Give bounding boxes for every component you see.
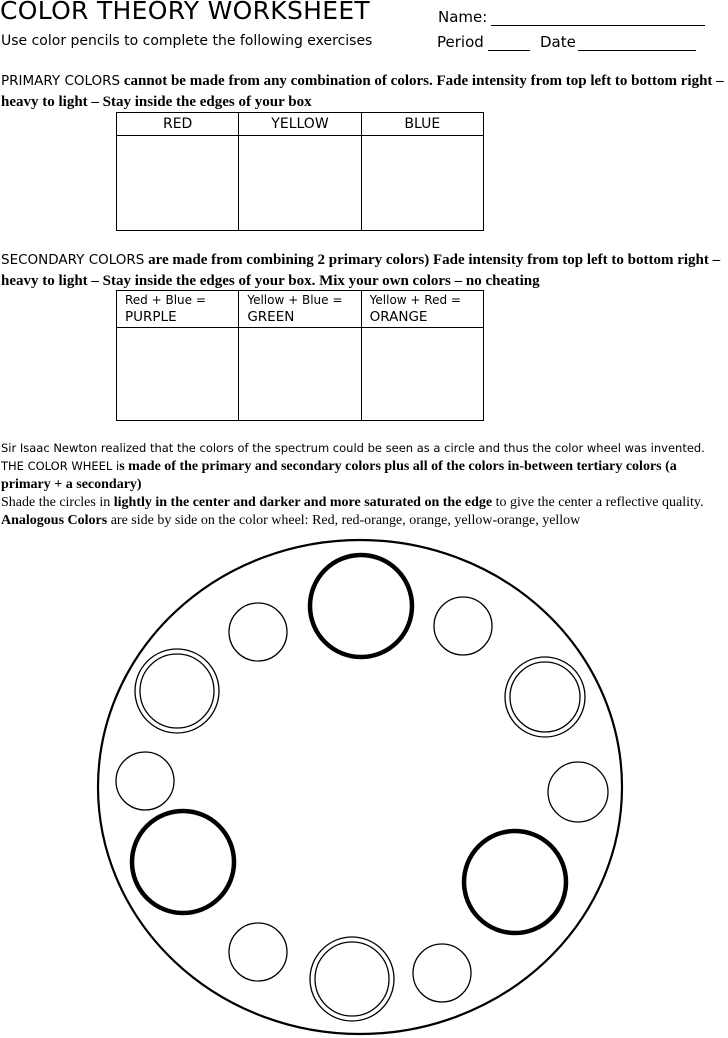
primary-colors-table: [116, 112, 484, 231]
wheel-circle-tertiary[interactable]: [434, 597, 492, 655]
secondary-lead: SECONDARY COLORS: [1, 252, 145, 268]
analogous-lead: Analogous Colors: [1, 513, 108, 528]
period-blank[interactable]: [488, 50, 530, 51]
analogous-body: are side by side on the color wheel: Red, red-orange, orange, yellow-orange, yellow: [107, 513, 581, 528]
primary-lead: PRIMARY COLORS: [1, 73, 121, 89]
name-blank[interactable]: [491, 25, 705, 26]
color-wheel: [0, 530, 728, 1038]
wheel-definition: [1, 457, 728, 494]
wheel-outline: [98, 540, 622, 1034]
wheel-circle-tertiary[interactable]: [229, 923, 287, 981]
formula-label: Yellow + Red =: [369, 293, 461, 307]
wheel-body: s made of the primary and secondary colors plus all of the colors in-between tertiary colors (a primary + a secondary): [1, 459, 677, 492]
worksheet-subtitle: Use color pencils to complete the following exercises: [1, 33, 373, 49]
wheel-circle-secondary[interactable]: [310, 937, 394, 1021]
secondary-header-purple: [117, 291, 239, 328]
wheel-circle-secondary[interactable]: [505, 657, 585, 737]
wheel-circle-top-primary[interactable]: [310, 555, 412, 657]
wheel-circle-secondary-inner: [315, 942, 389, 1016]
primary-box-blue[interactable]: [361, 136, 483, 231]
secondary-box-orange[interactable]: [361, 328, 483, 421]
wheel-lead: THE COLOR WHEEL i: [1, 459, 120, 473]
result-label: PURPLE: [125, 309, 177, 325]
wheel-circle-secondary-inner: [510, 662, 580, 732]
newton-note: Sir Isaac Newton realized that the colors of the spectrum could be seen as a circle and thus the color wheel was invented.: [1, 441, 705, 455]
secondary-header-green: [239, 291, 361, 328]
secondary-colors-table: [116, 290, 484, 421]
formula-label: Yellow + Blue =: [247, 293, 343, 307]
formula-label: Red + Blue =: [125, 293, 206, 307]
shade-part-3: to give the center a reflective quality.: [492, 495, 704, 510]
primary-header-red: RED: [117, 113, 239, 136]
primary-header-blue: BLUE: [361, 113, 483, 136]
color-wheel-instructions: [1, 439, 728, 530]
wheel-circle-primary[interactable]: [132, 811, 234, 913]
secondary-header-orange: [361, 291, 483, 328]
wheel-circle-primary[interactable]: [464, 831, 566, 933]
primary-body: cannot be made from any combination of colors. Fade intensity from top left to bottom right – heavy to light – Stay inside the edges of your box: [1, 73, 724, 110]
date-label: Date: [540, 33, 576, 51]
primary-box-yellow[interactable]: [239, 136, 361, 231]
shade-part-1: Shade the circles in: [1, 495, 114, 510]
secondary-box-green[interactable]: [239, 328, 361, 421]
wheel-circle-tertiary[interactable]: [413, 944, 471, 1002]
wheel-circle-secondary-inner: [140, 654, 214, 728]
date-blank[interactable]: [578, 50, 696, 51]
wheel-circle-tertiary[interactable]: [116, 752, 174, 810]
period-label: Period: [437, 33, 484, 51]
shade-instructions: [1, 494, 728, 530]
primary-instructions: [1, 71, 728, 113]
worksheet-title: COLOR THEORY WORKSHEET: [0, 0, 370, 25]
secondary-body: are made from combining 2 primary colors) Fade intensity from top left to bottom right – heavy to light – Stay inside the edges of your box. Mix your own colors – no cheating: [1, 252, 721, 289]
shade-part-2: lightly in the center and darker and more saturated on the edge: [113, 495, 493, 510]
result-label: GREEN: [247, 309, 295, 325]
result-label: ORANGE: [369, 309, 428, 325]
name-label: Name:: [438, 8, 488, 26]
wheel-circle-tertiary[interactable]: [548, 762, 608, 822]
wheel-circle-tertiary[interactable]: [229, 603, 287, 661]
secondary-instructions: [1, 250, 728, 292]
primary-box-red[interactable]: [117, 136, 239, 231]
primary-header-yellow: YELLOW: [239, 113, 361, 136]
secondary-box-purple[interactable]: [117, 328, 239, 421]
wheel-circle-secondary[interactable]: [135, 649, 219, 733]
